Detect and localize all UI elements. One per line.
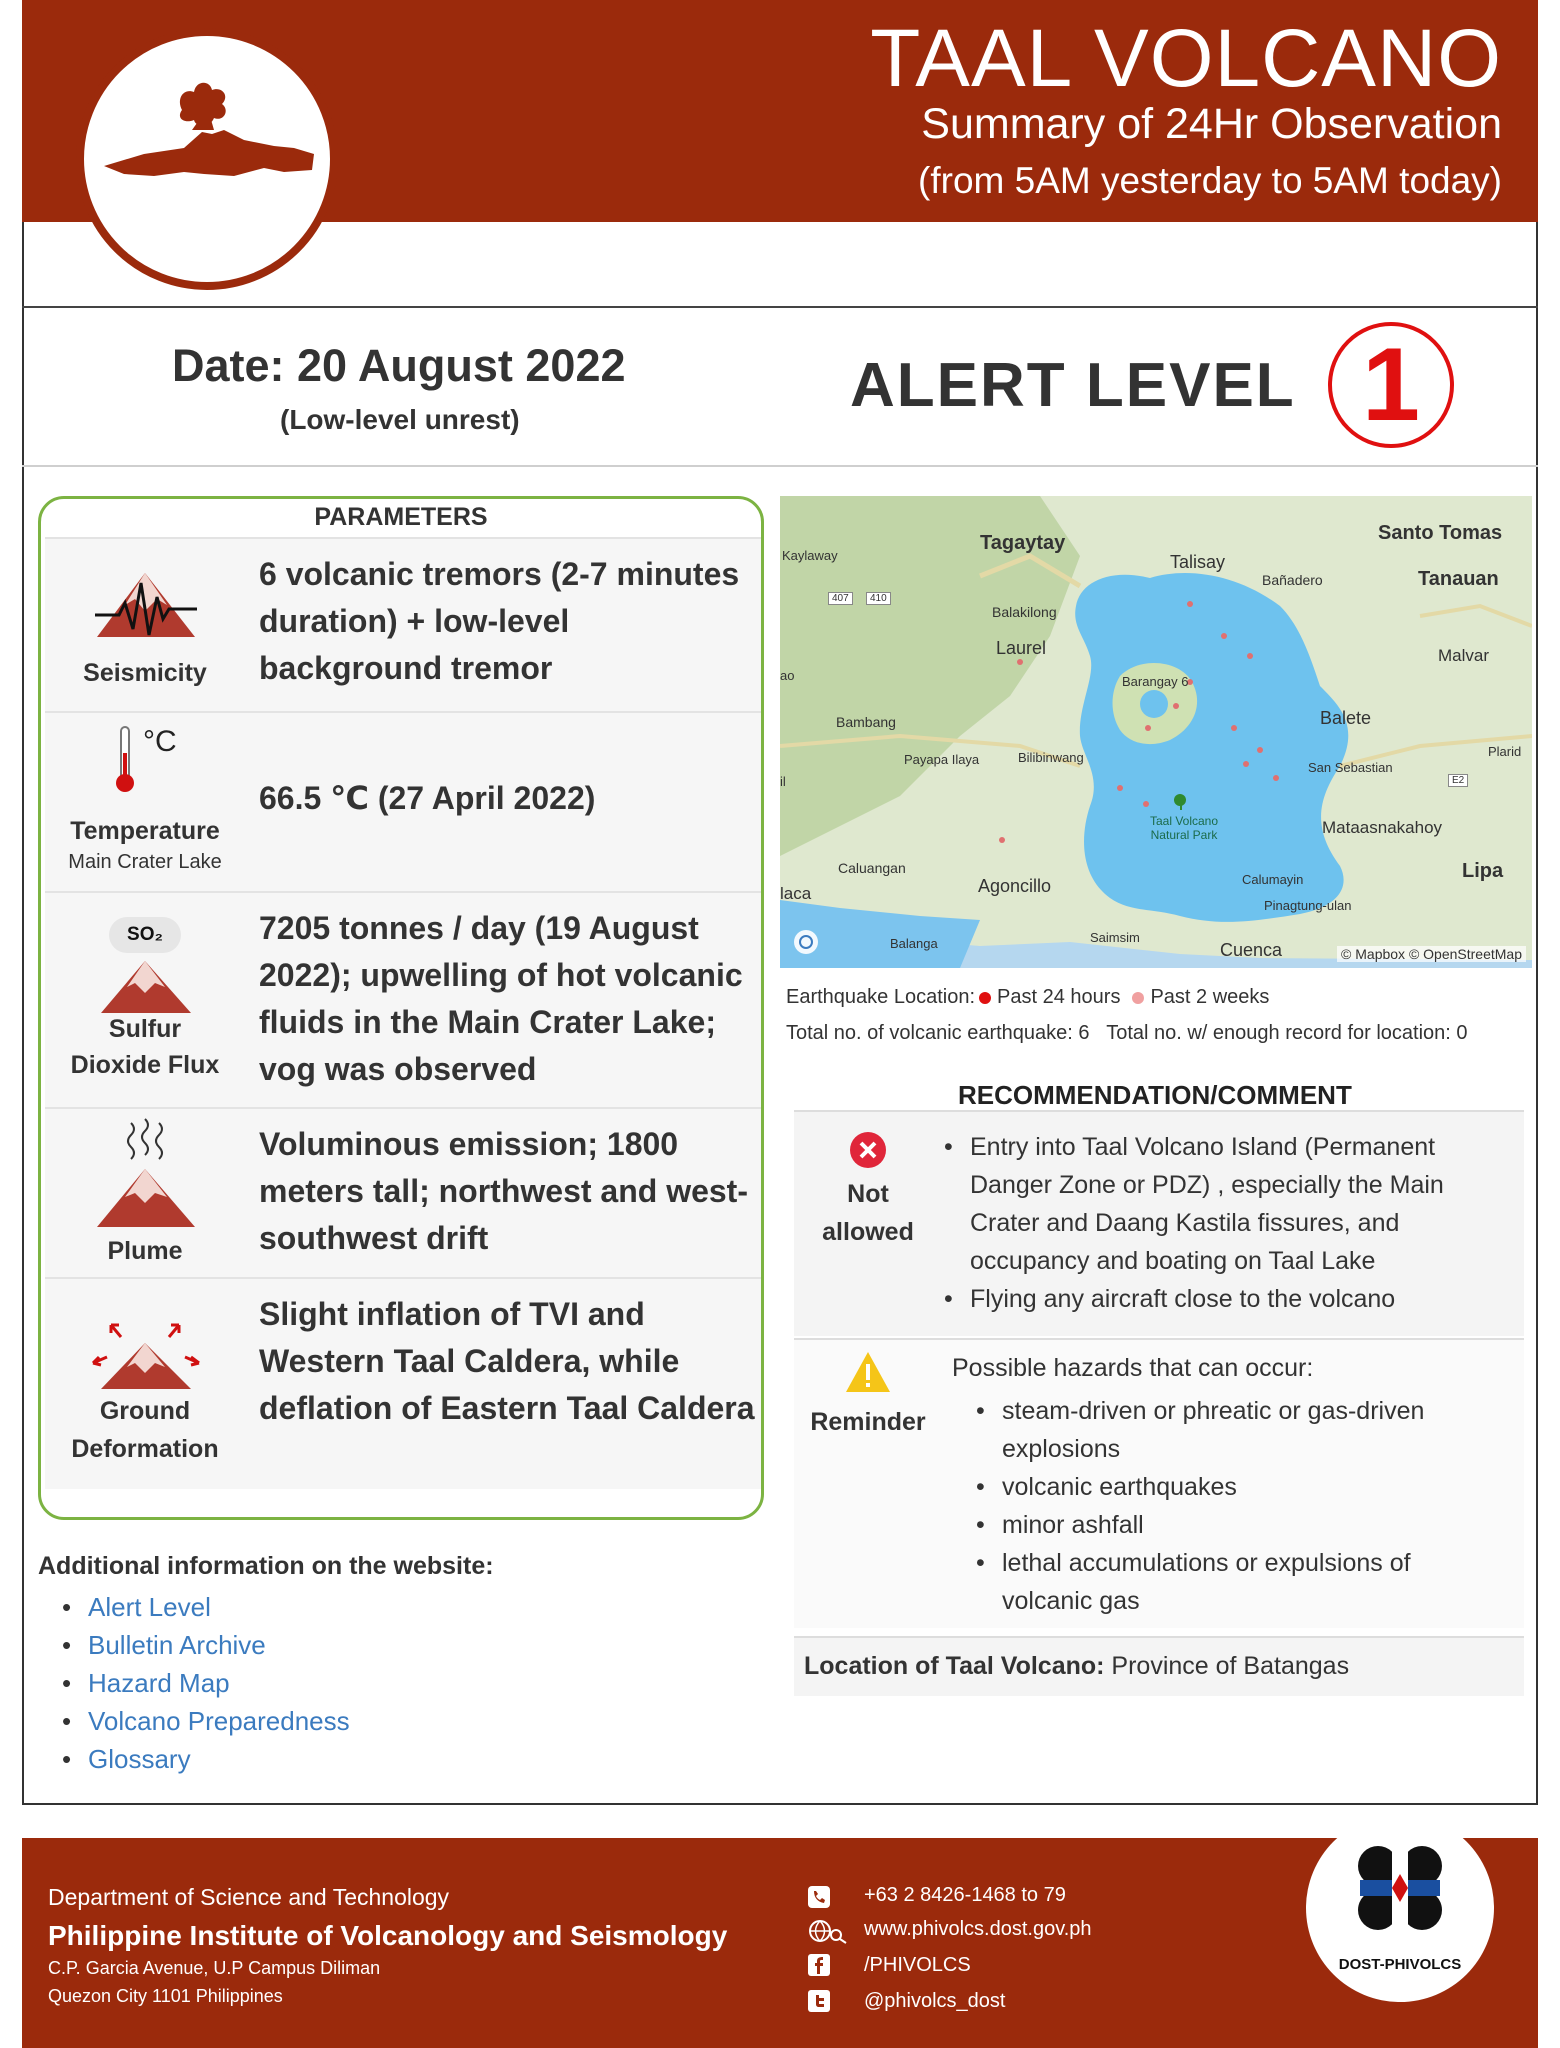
plume-icon [45, 1109, 245, 1233]
footer-twitter[interactable]: @phivolcs_dost [864, 1990, 1006, 2012]
dost-phivolcs-logo [1306, 1814, 1494, 2002]
link-item [62, 1664, 350, 1702]
alert-level-number: 1 [1328, 322, 1454, 448]
twitter-icon [808, 1990, 830, 2012]
so2-label-line2: Dioxide Flux [70, 1051, 220, 1079]
param-row-deformation [45, 1277, 761, 1489]
map-label-bilibinwang: Bilibinwang [1018, 750, 1084, 765]
additional-links [62, 1588, 350, 1778]
hazard-item: • minor ashfall [972, 1506, 1472, 1544]
header-divider [22, 306, 1538, 308]
hazard-item: • steam-driven or phreatic or gas-driven explosions [972, 1392, 1472, 1468]
map-label-banadero: Bañadero [1262, 572, 1323, 588]
map-label-talisay: Talisay [1170, 552, 1226, 572]
not-allowed-tag-line1: Not [847, 1180, 889, 1208]
glossary-link[interactable]: Glossary [88, 1744, 191, 1774]
additional-info-title: Additional information on the website: [38, 1552, 494, 1580]
map-label-bambang: Bambang [836, 714, 896, 730]
page-title: TAAL VOLCANO [870, 13, 1502, 104]
celsius-unit: °C [143, 725, 177, 758]
parameters-title: PARAMETERS [314, 503, 488, 531]
map-label-calumayin: Calumayin [1242, 872, 1304, 887]
map-label-tanauan: Tanauan [1418, 568, 1499, 590]
map-attribution[interactable]: © Mapbox © OpenStreetMap [1337, 946, 1526, 962]
footer-phone[interactable]: +63 2 8426-1468 to 79 [864, 1884, 1066, 1906]
footer-institute: Philippine Institute of Volcanology and Seismology [48, 1920, 728, 1951]
logo-text: DOST-PHIVOLCS [1338, 1956, 1462, 1973]
footer-facebook[interactable]: /PHIVOLCS [864, 1954, 971, 1976]
plume-label: Plume [107, 1237, 183, 1265]
observation-period: (from 5AM yesterday to 5AM today) [918, 160, 1502, 201]
phone-icon [808, 1886, 830, 1908]
map-label-santo-tomas: Santo Tomas [1378, 522, 1503, 544]
map-base [780, 496, 1532, 968]
temperature-label: Temperature [70, 817, 220, 845]
map-label-lipa: Lipa [1462, 860, 1504, 882]
warning-icon [844, 1350, 892, 1394]
map-label-caluangan: Caluangan [838, 860, 906, 876]
deformation-label-line1: Ground [99, 1397, 191, 1425]
not-allowed-item: • Flying any aircraft close to the volcano [940, 1280, 1500, 1318]
temperature-sublabel: Main Crater Lake [68, 851, 222, 873]
total-earthquake-count: Total no. of volcanic earthquake: 6 [786, 1022, 1090, 1044]
past-24h-label: Past 24 hours [997, 986, 1121, 1008]
so2-volcano-icon [45, 951, 245, 1015]
map-label-pinagtung: Pinagtung-ulan [1264, 898, 1352, 913]
alert-level-label: ALERT LEVEL [850, 351, 1296, 420]
location-value: Province of Batangas [1104, 1652, 1350, 1680]
hazard-item: • lethal accumulations or expulsions of volcanic gas [972, 1544, 1472, 1620]
alert-level-link[interactable]: Alert Level [88, 1592, 211, 1622]
map-label-ao: ao [780, 668, 795, 683]
seismicity-icon [45, 539, 245, 649]
hazard-map-link[interactable]: Hazard Map [88, 1668, 230, 1698]
map-label-balanga: Balanga [890, 936, 938, 951]
earthquake-map[interactable] [780, 496, 1532, 968]
reminder-intro: Possible hazards that can occur: [952, 1354, 1314, 1382]
not-allowed-box [794, 1110, 1524, 1336]
location-label: Location of Taal Volcano: [804, 1652, 1105, 1680]
not-allowed-list [940, 1128, 1500, 1318]
seismicity-label: Seismicity [83, 659, 207, 687]
map-label-san-sebastian: San Sebastian [1308, 760, 1393, 775]
reminder-tag: Reminder [810, 1408, 926, 1436]
map-label-il: il [780, 774, 786, 789]
temperature-value: 66.5 ℃ (27 April 2022) [259, 780, 596, 816]
map-label-malvar: Malvar [1438, 646, 1490, 665]
so2-label-line1: Sulfur [108, 1015, 182, 1043]
reminder-box [794, 1338, 1524, 1628]
not-allowed-tag-line2: allowed [822, 1218, 914, 1246]
map-label-barangay6: Barangay 6 [1122, 674, 1189, 689]
recommendation-title: RECOMMENDATION/COMMENT [958, 1080, 1352, 1110]
volcano-preparedness-link[interactable]: Volcano Preparedness [88, 1706, 350, 1736]
footer-website[interactable]: www.phivolcs.dost.gov.ph [864, 1918, 1092, 1940]
ground-deformation-icon [45, 1317, 245, 1391]
facebook-icon [808, 1954, 830, 1976]
earthquake-legend [786, 986, 1269, 1009]
footer-address-line2: Quezon City 1101 Philippines [48, 1986, 283, 2006]
deformation-label-line2: Deformation [71, 1435, 219, 1463]
map-label-saimsim: Saimsim [1090, 930, 1140, 945]
past-24h-dot [979, 992, 991, 1004]
plume-value: Voluminous emission; 1800 meters tall; northwest and west-southwest drift [259, 1126, 748, 1256]
earthquake-counts [786, 1022, 1468, 1045]
link-item [62, 1588, 350, 1626]
dost-logo-icon [1306, 1814, 1494, 1954]
map-label-park: Taal Volcano Natural Park [1149, 814, 1219, 842]
bulletin-date: Date: 20 August 2022 [172, 340, 626, 391]
map-label-agoncillo: Agoncillo [978, 876, 1052, 896]
unrest-status: (Low-level unrest) [280, 404, 520, 435]
param-row-seismicity [45, 537, 761, 711]
footer-address-line1: C.P. Garcia Avenue, U.P Campus Diliman [48, 1958, 381, 1978]
link-item [62, 1626, 350, 1664]
date-divider [22, 465, 1538, 467]
map-label-kaylaway: Kaylaway [782, 548, 838, 563]
hazard-item: • volcanic earthquakes [972, 1468, 1472, 1506]
link-item [62, 1702, 350, 1740]
footer-department: Department of Science and Technology [48, 1884, 450, 1910]
past-2w-label: Past 2 weeks [1150, 986, 1270, 1008]
past-2w-dot [1132, 992, 1144, 1004]
bulletin-archive-link[interactable]: Bulletin Archive [88, 1630, 266, 1660]
map-road-e2: E2 [1448, 774, 1468, 787]
map-label-payapa: Payapa Ilaya [904, 752, 980, 767]
param-row-temperature [45, 711, 761, 891]
volcano-location [794, 1636, 1524, 1696]
map-label-balakilong: Balakilong [992, 604, 1057, 620]
so2-value: 7205 tonnes / day (19 August 2022); upwelling of hot volcanic fluids in the Main Crater Lake; vog was observed [259, 910, 743, 1087]
earthquake-location-label: Earthquake Location: [786, 986, 976, 1008]
map-label-laurel: Laurel [996, 638, 1047, 658]
map-label-cuenca: Cuenca [1220, 940, 1283, 960]
hazard-list [972, 1392, 1472, 1620]
volcano-logo [76, 28, 338, 290]
not-allowed-item: • Entry into Taal Volcano Island (Permanent Danger Zone or PDZ) , especially the Main Crater and Daang Kastila fissures, and occupancy and boating on Taal Lake [940, 1128, 1500, 1280]
map-label-laca: laca [780, 884, 812, 903]
param-row-plume [45, 1107, 761, 1277]
map-label-balete: Balete [1320, 708, 1372, 728]
so2-badge: SO₂ [109, 917, 181, 953]
seismicity-value: 6 volcanic tremors (2-7 minutes duration) + low-level background tremor [259, 556, 740, 686]
deformation-value: Slight inflation of TVI and Western Taal Caldera, while deflation of Eastern Taal Caldera [259, 1296, 755, 1426]
map-label-plarid: Plarid [1488, 744, 1522, 759]
page-subtitle: Summary of 24Hr Observation [921, 100, 1502, 148]
param-row-so2 [45, 891, 761, 1107]
parameters-panel [38, 496, 764, 1520]
link-item [62, 1740, 350, 1778]
not-allowed-icon [848, 1130, 888, 1170]
volcano-island-icon [84, 36, 330, 282]
map-label-mataasnakahoy: Mataasnakahoy [1322, 818, 1443, 837]
map-road-410: 410 [866, 592, 891, 605]
located-earthquake-count: Total no. w/ enough record for location: 0 [1106, 1022, 1468, 1044]
map-label-tagaytay: Tagaytay [980, 532, 1066, 554]
globe-search-icon [808, 1918, 848, 1944]
map-road-407: 407 [828, 592, 853, 605]
